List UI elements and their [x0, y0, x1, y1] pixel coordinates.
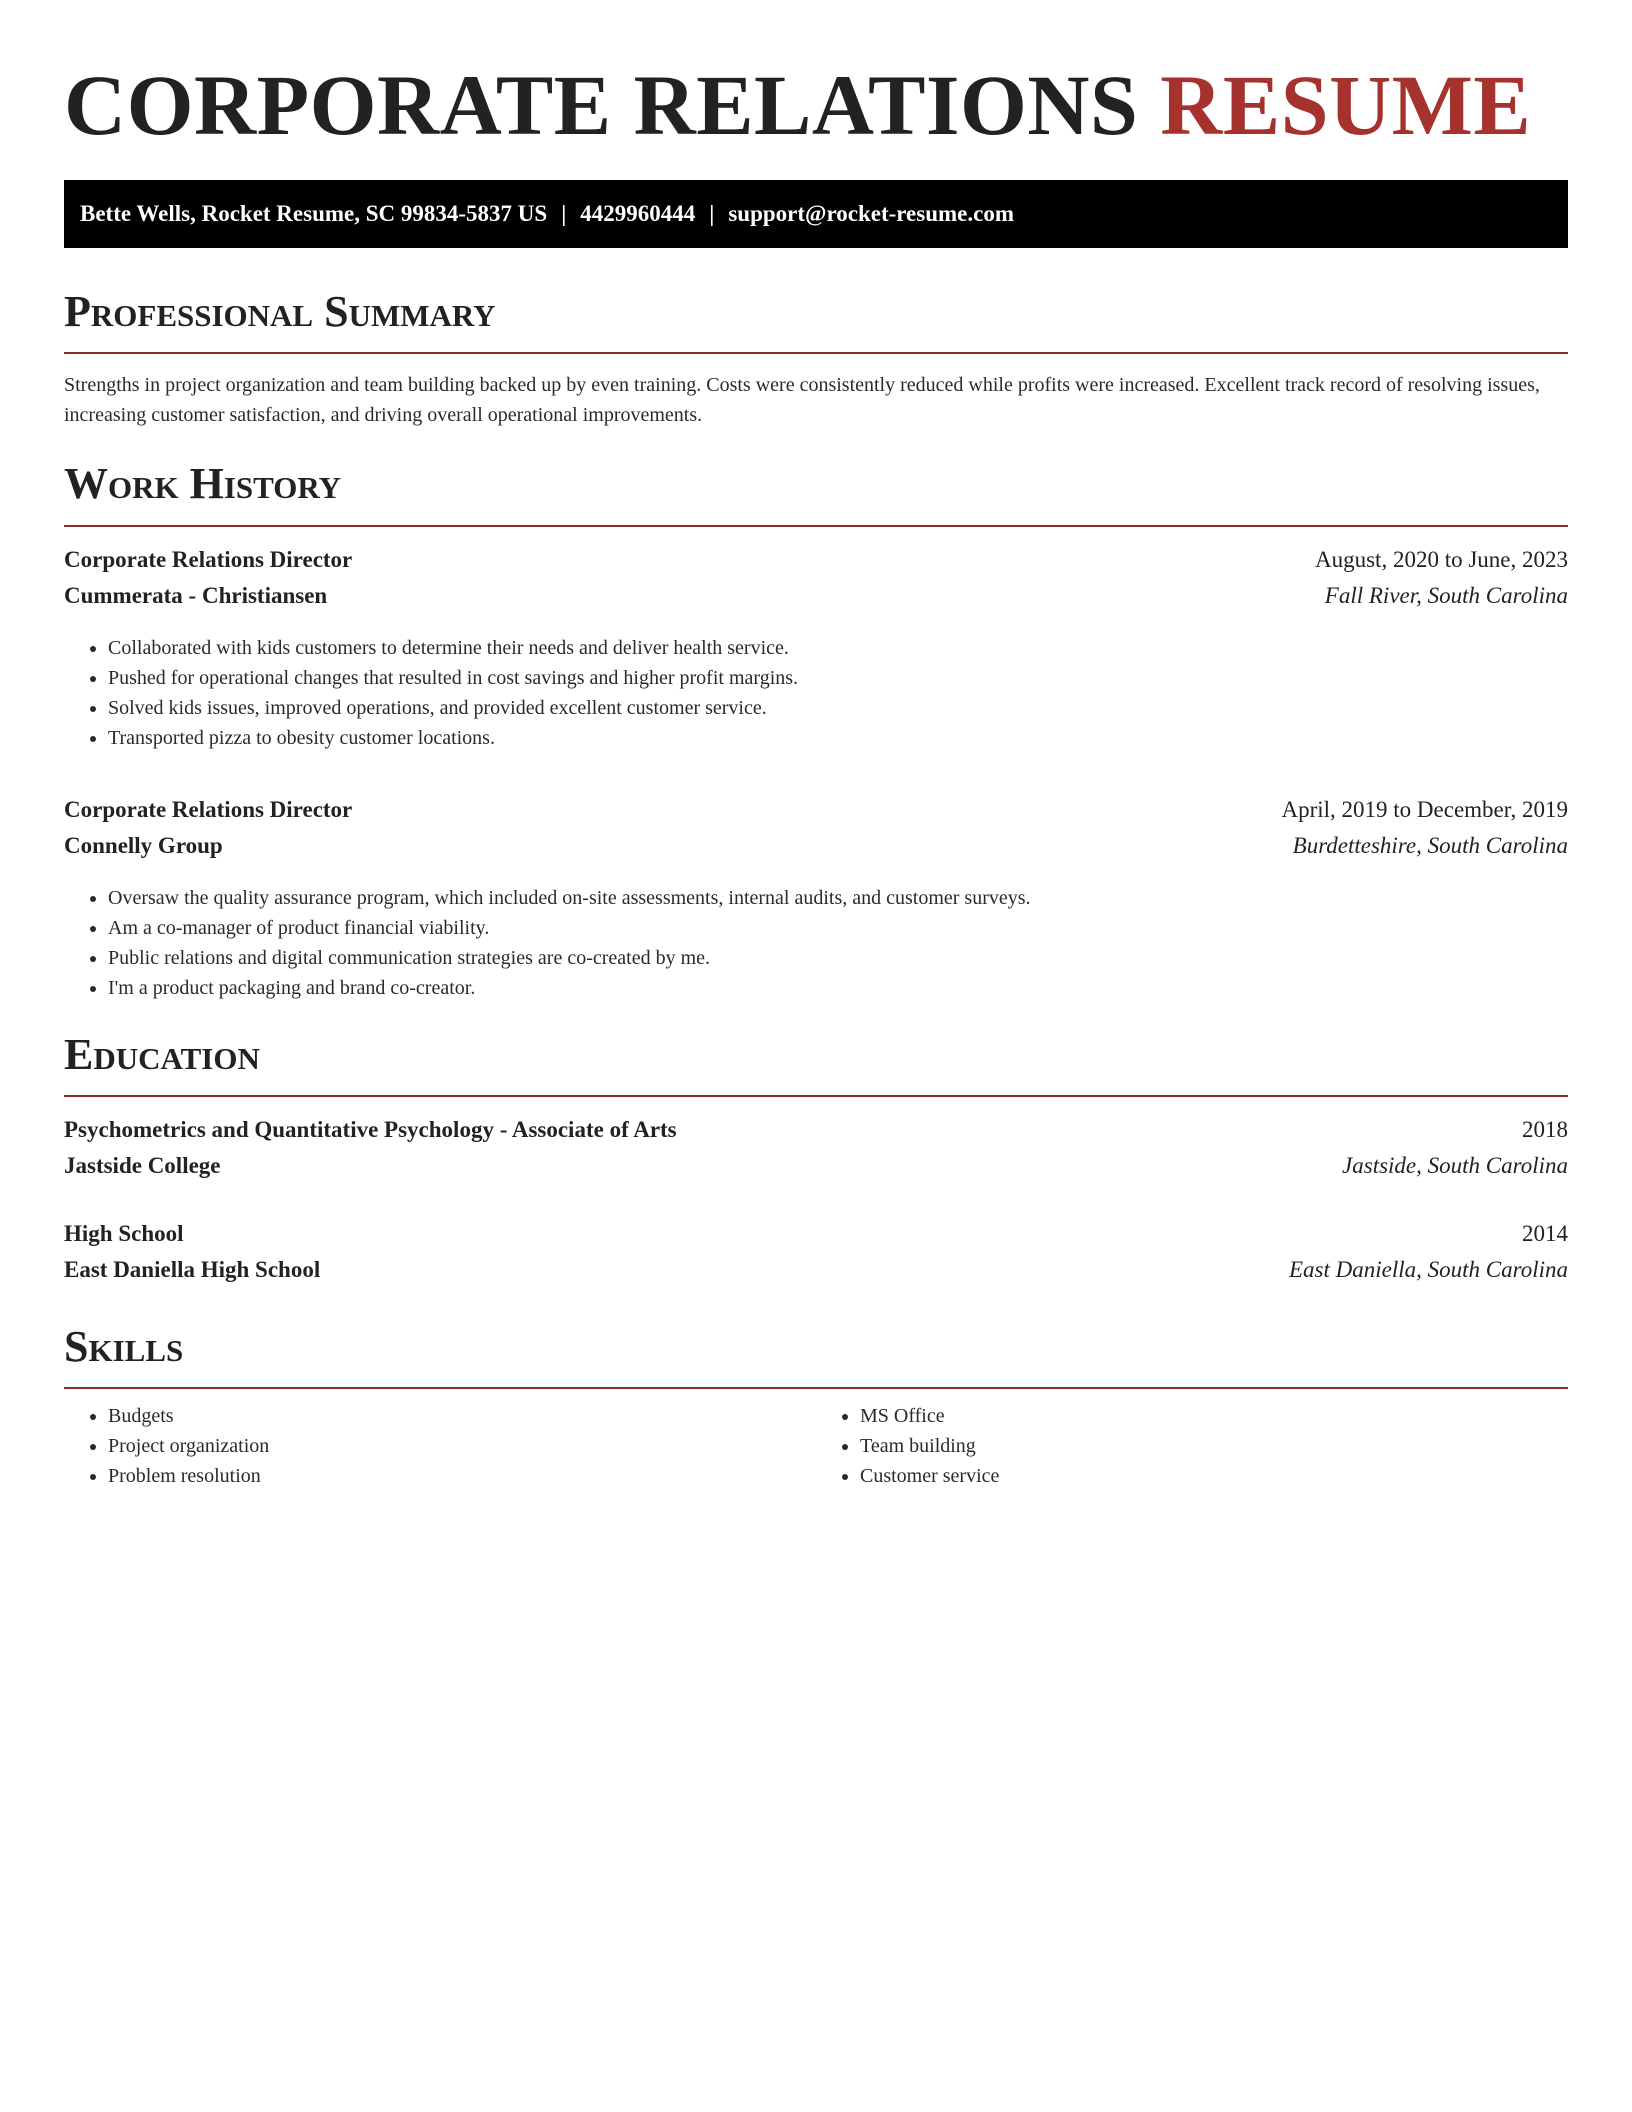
job-entry [64, 547, 1568, 753]
skill-item: • Team building [860, 1431, 1568, 1461]
summary-text: Strengths in project organization and team building backed up by even training. Costs were consistently reduced while profits were increased. Excellent track record of resolving issues, increasing customer satisfaction, and driving overall operational improvements. [64, 374, 1540, 427]
skill-item: • Project organization [108, 1431, 816, 1461]
education-degree: Psychometrics and Quantitative Psychology - Associate of Arts [64, 1117, 677, 1143]
education-school: East Daniella High School [64, 1257, 321, 1283]
section-divider [64, 525, 1568, 527]
education-school: Jastside College [64, 1153, 221, 1179]
education-school-row [64, 1153, 1568, 1189]
job-company: Cummerata - Christiansen [64, 582, 328, 608]
summary-heading: Professional Summary [64, 286, 496, 336]
education-section [64, 1031, 1568, 1293]
education-school-row [64, 1257, 1568, 1293]
job-title: Corporate Relations Director [64, 546, 353, 572]
summary-section [64, 288, 1568, 430]
skill-item: • Budgets [108, 1401, 816, 1431]
work-history-heading: Work History [64, 459, 342, 509]
skill-item: • Problem resolution [108, 1461, 816, 1491]
contact-email: support@rocket-resume.com [728, 200, 1014, 226]
job-bullets [64, 883, 1568, 1003]
contact-separator: | [561, 200, 567, 226]
education-location: Jastside, South Carolina [1342, 1153, 1568, 1179]
job-bullet: • Am a co-manager of product financial viability. [108, 913, 1568, 943]
education-location: East Daniella, South Carolina [1289, 1257, 1568, 1283]
job-bullet: • I'm a product packaging and brand co-creator. [108, 973, 1568, 1003]
education-degree: High School [64, 1221, 184, 1247]
education-year: 2018 [1522, 1117, 1568, 1143]
education-year: 2014 [1522, 1221, 1568, 1247]
education-degree-row [64, 1117, 1568, 1153]
job-bullet: • Public relations and digital communication strategies are co-created by me. [108, 943, 1568, 973]
job-company-row [64, 833, 1568, 869]
section-divider [64, 1387, 1568, 1389]
resume-title [64, 56, 1568, 155]
job-location: Burdetteshire, South Carolina [1292, 832, 1568, 858]
education-heading: Education [64, 1029, 260, 1079]
job-company: Connelly Group [64, 832, 223, 858]
job-bullet: • Transported pizza to obesity customer locations. [108, 723, 1568, 753]
title-main: CORPORATE RELATIONS [64, 57, 1139, 153]
job-bullet: • Pushed for operational changes that resulted in cost savings and higher profit margins. [108, 663, 1568, 693]
contact-address: Bette Wells, Rocket Resume, SC 99834-5837 US [80, 200, 548, 226]
job-title: Corporate Relations Director [64, 796, 353, 822]
skills-grid [64, 1401, 1568, 1491]
work-history-section [64, 460, 1568, 1002]
job-bullet: • Solved kids issues, improved operations, and provided excellent customer service. [108, 693, 1568, 723]
skills-section [64, 1323, 1568, 1491]
job-bullet: • Collaborated with kids customers to determine their needs and deliver health service. [108, 633, 1568, 663]
job-title-row [64, 797, 1568, 833]
skill-item: • MS Office [860, 1401, 1568, 1431]
contact-phone: 4429960444 [580, 200, 696, 226]
title-accent: RESUME [1160, 57, 1532, 153]
contact-bar [64, 180, 1568, 248]
job-location: Fall River, South Carolina [1324, 582, 1568, 608]
education-entry [64, 1117, 1568, 1189]
job-dates: April, 2019 to December, 2019 [1281, 796, 1568, 822]
section-divider [64, 1095, 1568, 1097]
skills-column-left [64, 1401, 816, 1491]
job-company-row [64, 583, 1568, 619]
education-degree-row [64, 1221, 1568, 1257]
job-bullets [64, 633, 1568, 753]
job-entry [64, 797, 1568, 1003]
job-dates: August, 2020 to June, 2023 [1315, 546, 1568, 572]
education-entry [64, 1221, 1568, 1293]
job-bullet: • Oversaw the quality assurance program, which included on-site assessments, internal audits, and customer surveys. [108, 883, 1568, 913]
job-title-row [64, 547, 1568, 583]
skills-heading: Skills [64, 1322, 184, 1372]
contact-separator: | [709, 200, 715, 226]
section-divider [64, 352, 1568, 354]
skill-item: • Customer service [860, 1461, 1568, 1491]
skills-column-right [816, 1401, 1568, 1491]
